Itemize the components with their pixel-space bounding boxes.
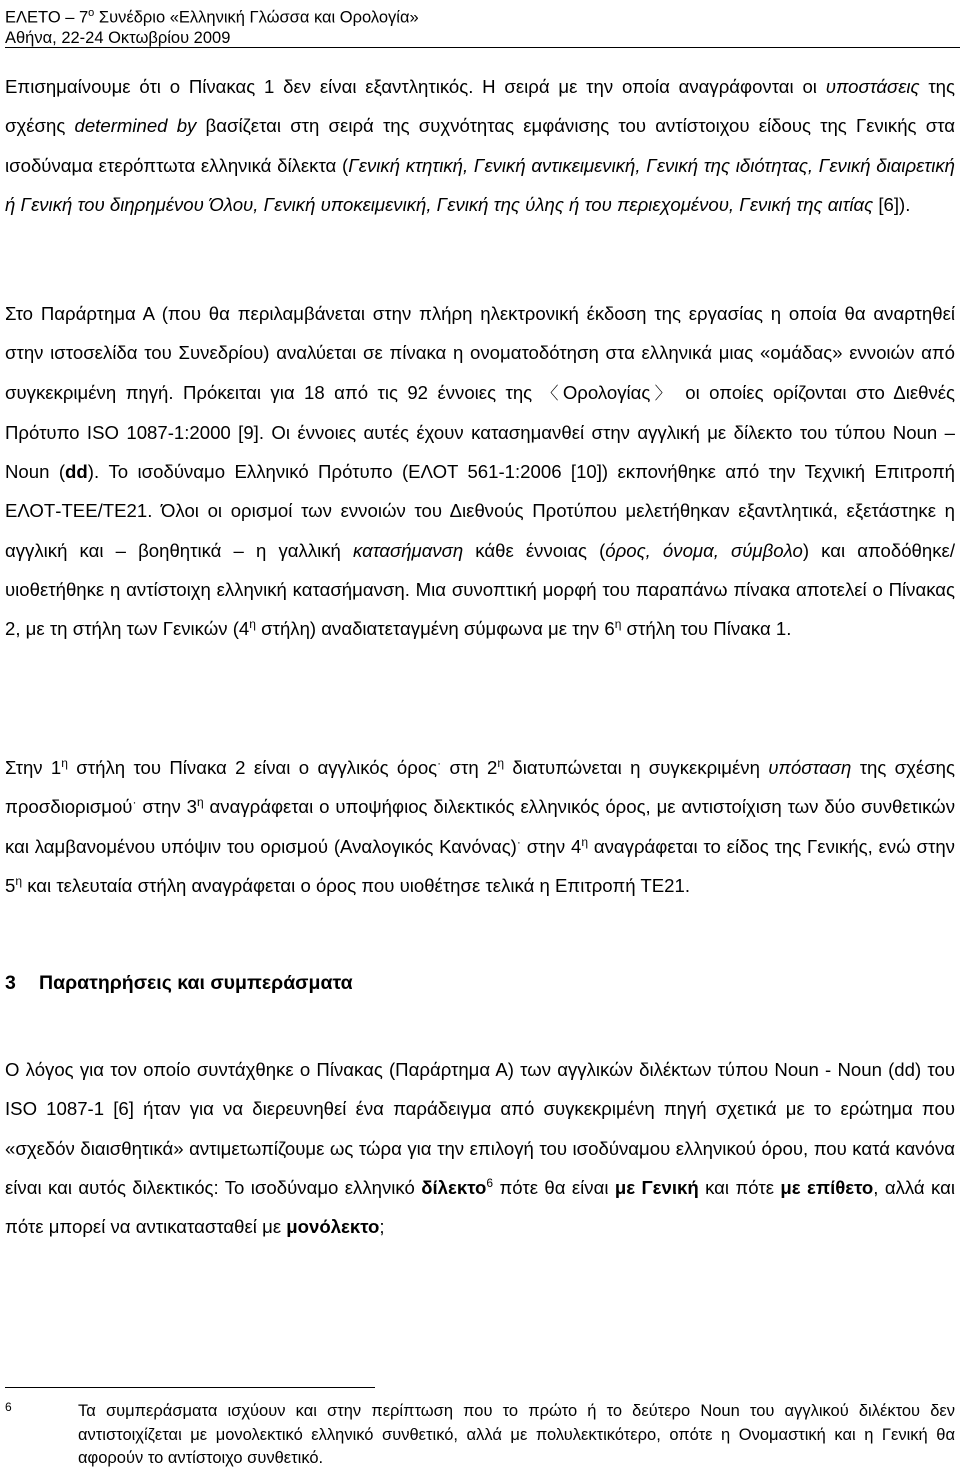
footnote-divider [5,1387,375,1388]
angle-bracket-open: 〈 [541,383,563,403]
paragraph-4: Ο λόγος για τον οποίο συντάχθηκε ο Πίνακας (Παράρτημα Α) των αγγλικών διλέκτων τύπου Noun - Noun (dd) του ISO 1087-1 [6] ήταν για να διερευνηθεί ένα παράδειγμα από συγκεκριμένη πηγή σχετικά με το ερώτημα που «σχεδόν διαισθητικά» αντιμετωπίζουμε ως τώρα για την επιλογή του ισοδύναμου ελληνικού όρου, που κατά κανόνα είναι και αυτός διλεκτικός: Το ισοδύναμο ελληνικό δίλεκτο$^6$ πότε θα είναι με Γενική και πότε με επίθετο, αλλά και πότε μπορεί να αντικατασταθεί με μονόλεκτο; [5,1059,955,1238]
footnote-mark: 6 [5,1400,12,1414]
section-heading [5,970,353,996]
section-number: 3 [5,972,16,994]
header-conference-title: ΕΛΕΤΟ – $7^o$ Συνέδριο «Ελληνική Γλώσσα και Ορολογία» [5,7,419,27]
footnote [5,1400,955,1471]
paragraph-2: Στο Παράρτημα Α (που θα περιλαμβάνεται στην πλήρη ηλεκτρονική έκδοση της εργασίας η οποία θα αναρτηθεί στην ιστοσελίδα του Συνεδρίου) αναλύεται σε πίνακα η ονοματοδότηση στα ελληνικά μιας «ομάδας» εννοιών από συγκεκριμένη πηγή. Πρόκειται για 18 από τις 92 έννοιες της 〈Ορολογίας〉 οι οποίες ορίζονται στο Διεθνές Πρότυπο ISO 1087-1:2000 [9]. Οι έννοιες αυτές έχουν κατασημανθεί στην αγγλική με δίλεκτο του τύπου Noun – Noun (dd). Το ισοδύναμο Ελληνικό Πρότυπο (ΕΛΟΤ 561-1:2006 [10]) εκπονήθηκε από την Τεχνική Επιτροπή ΕΛΟΤ-ΤΕΕ/ΤΕ21. Όλοι οι ορισμοί των εννοιών του Διεθνούς Προτύπου μελετήθηκαν εξαντλητικά, εξετάστηκε η αγγλική και – βοηθητικά – η γαλλική κατασήμανση κάθε έννοιας (όρος, όνομα, σύμβολο) και αποδόθηκε/υιοθετήθηκε η αντίστοιχη ελληνική κατασήμανση. Μια συνοπτική μορφή του παραπάνω πίνακα αποτελεί ο Πίνακας 2, με τη στήλη των Γενικών ($4^\eta$ στήλη) αναδιατεταγμένη σύμφωνα με την $6^\eta$ στήλη του Πίνακα 1. [5,303,956,640]
header-location-date: Αθήνα, 22-24 Οκτωβρίου 2009 [5,28,231,47]
footnote-text: Τα συμπεράσματα ισχύουν και στην περίπτωση που το πρώτο ή το δεύτερο Noun του αγγλικού διλέκτου δεν αντιστοιχίζεται με μονολεκτικό ελληνικό συνθετικό, αλλά με πολυλεκτικότερο, οπότε η Ονομαστική και η Γενική θα αφορούν το αντίστοιχο συνθετικό. [78,1402,955,1467]
header-divider [5,47,960,48]
paragraph-3: Στην $1^\eta$ στήλη του Πίνακα 2 είναι ο αγγλικός όρος· στη $2^\eta$ διατυπώνεται η συγκεκριμένη υπόσταση της σχέσης προσδιορισμού· στην $3^\eta$ αναγράφεται ο υποψήφιος διλεκτικός ελληνικός όρος, με αντιστοίχιση των δύο συνθετικών και λαμβανομένου υπόψιν του ορισμού (Αναλογικός Κανόνας)· στην $4^\eta$ αναγράφεται το είδος της Γενικής, ενώ στην $5^\eta$ και τελευταία στήλη αναγράφεται ο όρος που υιοθέτησε τελικά η Επιτροπή ΤΕ21. [5,755,955,896]
angle-bracket-close: 〉 [650,383,676,403]
section-title: Παρατηρήσεις και συμπεράσματα [39,972,353,994]
running-header [5,3,419,48]
footnote-reference[interactable]: 6 [486,1175,494,1190]
paragraph-1: Επισημαίνουμε ότι ο Πίνακας 1 δεν είναι εξαντλητικός. Η σειρά με την οποία αναγράφονται οι υποστάσεις της σχέσης determined by βασίζεται στη σειρά της συχνότητας εμφάνισης του αντίστοιχου είδους της Γενικής στα ισοδύναμα ετερόπτωτα ελληνικά δίλεκτα (Γενική κτητική, Γενική αντικειμενική, Γενική της ιδιότητας, Γενική διαιρετική ή Γενική του διηρημένου Όλου, Γενική υποκειμενική, Γενική της ύλης ή του περιεχομένου, Γενική της αιτίας [6]). [5,76,956,215]
